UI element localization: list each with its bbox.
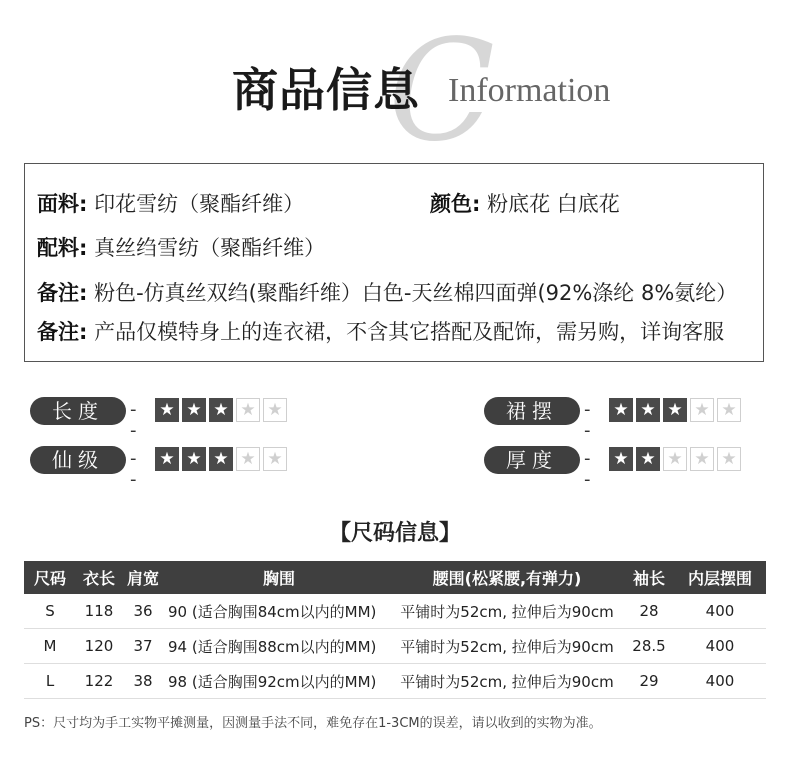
star-rating [609, 447, 741, 471]
star-empty-icon: ★ [690, 398, 714, 422]
size-table [24, 561, 766, 699]
lining-value: 真丝绉雪纺（聚酯纤维） [94, 236, 326, 260]
header-chest: 胸围 [164, 561, 390, 594]
cell-waist: 平铺时为52cm, 拉伸后为90cm [390, 629, 624, 664]
star-rating [155, 398, 287, 422]
rating-label: 厚度 [484, 446, 580, 474]
measurement-note: PS：尺寸均为手工实物平摊测量，因测量手法不同，难免存在1-3CM的误差，请以收到的实物为准。 [24, 716, 602, 731]
note-row-1 [37, 277, 737, 307]
decorative-letter: C [388, 10, 496, 173]
note-label-1: 备注: [37, 281, 88, 305]
note-label-2: 备注: [37, 320, 88, 344]
cell-shoulder: 36 [122, 594, 164, 629]
cell-chest: 94 (适合胸围88cm以内的MM) [164, 629, 390, 664]
star-empty-icon: ★ [263, 398, 287, 422]
cell-sleeve: 29 [624, 664, 674, 699]
rating-label: 长度 [30, 397, 126, 425]
rating-dash: -- [584, 399, 591, 441]
page-subtitle: Information [448, 72, 611, 109]
cell-shoulder: 37 [122, 629, 164, 664]
star-empty-icon: ★ [236, 447, 260, 471]
color-row [430, 188, 620, 218]
color-value: 粉底花 白底花 [487, 192, 620, 216]
star-filled-icon: ★ [609, 447, 633, 471]
cell-waist: 平铺时为52cm, 拉伸后为90cm [390, 594, 624, 629]
header-inner-hem: 内层摆围 [674, 561, 766, 594]
star-empty-icon: ★ [236, 398, 260, 422]
star-empty-icon: ★ [717, 447, 741, 471]
star-filled-icon: ★ [209, 398, 233, 422]
rating-label: 裙摆 [484, 397, 580, 425]
header-waist: 腰围(松紧腰,有弹力) [390, 561, 624, 594]
star-filled-icon: ★ [182, 398, 206, 422]
star-filled-icon: ★ [636, 447, 660, 471]
fabric-value: 印花雪纺（聚酯纤维） [94, 192, 305, 216]
cell-sleeve: 28 [624, 594, 674, 629]
star-rating [609, 398, 741, 422]
star-empty-icon: ★ [663, 447, 687, 471]
color-label: 颜色: [430, 192, 481, 216]
page-title: 商品信息 [232, 63, 420, 117]
note-value-2: 产品仅模特身上的连衣裙，不含其它搭配及配饰，需另购，详询客服 [94, 320, 725, 344]
cell-inner-hem: 400 [674, 594, 766, 629]
cell-size: L [24, 664, 76, 699]
note-value-1: 粉色-仿真丝双绉(聚酯纤维）白色-天丝棉四面弹(92%涤纶 8%氨纶） [94, 281, 738, 305]
cell-sleeve: 28.5 [624, 629, 674, 664]
fabric-label: 面料: [37, 192, 88, 216]
cell-waist: 平铺时为52cm, 拉伸后为90cm [390, 664, 624, 699]
header-sleeve: 袖长 [624, 561, 674, 594]
star-empty-icon: ★ [717, 398, 741, 422]
header-shoulder: 肩宽 [122, 561, 164, 594]
rating-label: 仙级 [30, 446, 126, 474]
header-length: 衣长 [76, 561, 122, 594]
fabric-row [37, 188, 304, 218]
size-section-title: 【尺码信息】 [328, 521, 461, 546]
cell-length: 122 [76, 664, 122, 699]
star-filled-icon: ★ [209, 447, 233, 471]
rating-dash: -- [130, 448, 137, 490]
star-empty-icon: ★ [263, 447, 287, 471]
lining-row [37, 232, 325, 262]
cell-length: 120 [76, 629, 122, 664]
star-filled-icon: ★ [609, 398, 633, 422]
rating-dash: -- [130, 399, 137, 441]
note-row-2 [37, 316, 724, 346]
cell-inner-hem: 400 [674, 629, 766, 664]
star-empty-icon: ★ [690, 447, 714, 471]
product-info-box [24, 163, 764, 362]
cell-chest: 98 (适合胸围92cm以内的MM) [164, 664, 390, 699]
cell-size: M [24, 629, 76, 664]
star-filled-icon: ★ [155, 447, 179, 471]
star-filled-icon: ★ [636, 398, 660, 422]
star-filled-icon: ★ [663, 398, 687, 422]
page-header [0, 10, 790, 173]
table-row [24, 594, 766, 629]
lining-label: 配料: [37, 236, 88, 260]
star-filled-icon: ★ [155, 398, 179, 422]
size-table-header [24, 561, 766, 594]
star-rating [155, 447, 287, 471]
cell-shoulder: 38 [122, 664, 164, 699]
cell-size: S [24, 594, 76, 629]
table-row [24, 629, 766, 664]
rating-dash: -- [584, 448, 591, 490]
cell-chest: 90 (适合胸围84cm以内的MM) [164, 594, 390, 629]
cell-inner-hem: 400 [674, 664, 766, 699]
cell-length: 118 [76, 594, 122, 629]
table-row [24, 664, 766, 699]
header-size: 尺码 [24, 561, 76, 594]
star-filled-icon: ★ [182, 447, 206, 471]
